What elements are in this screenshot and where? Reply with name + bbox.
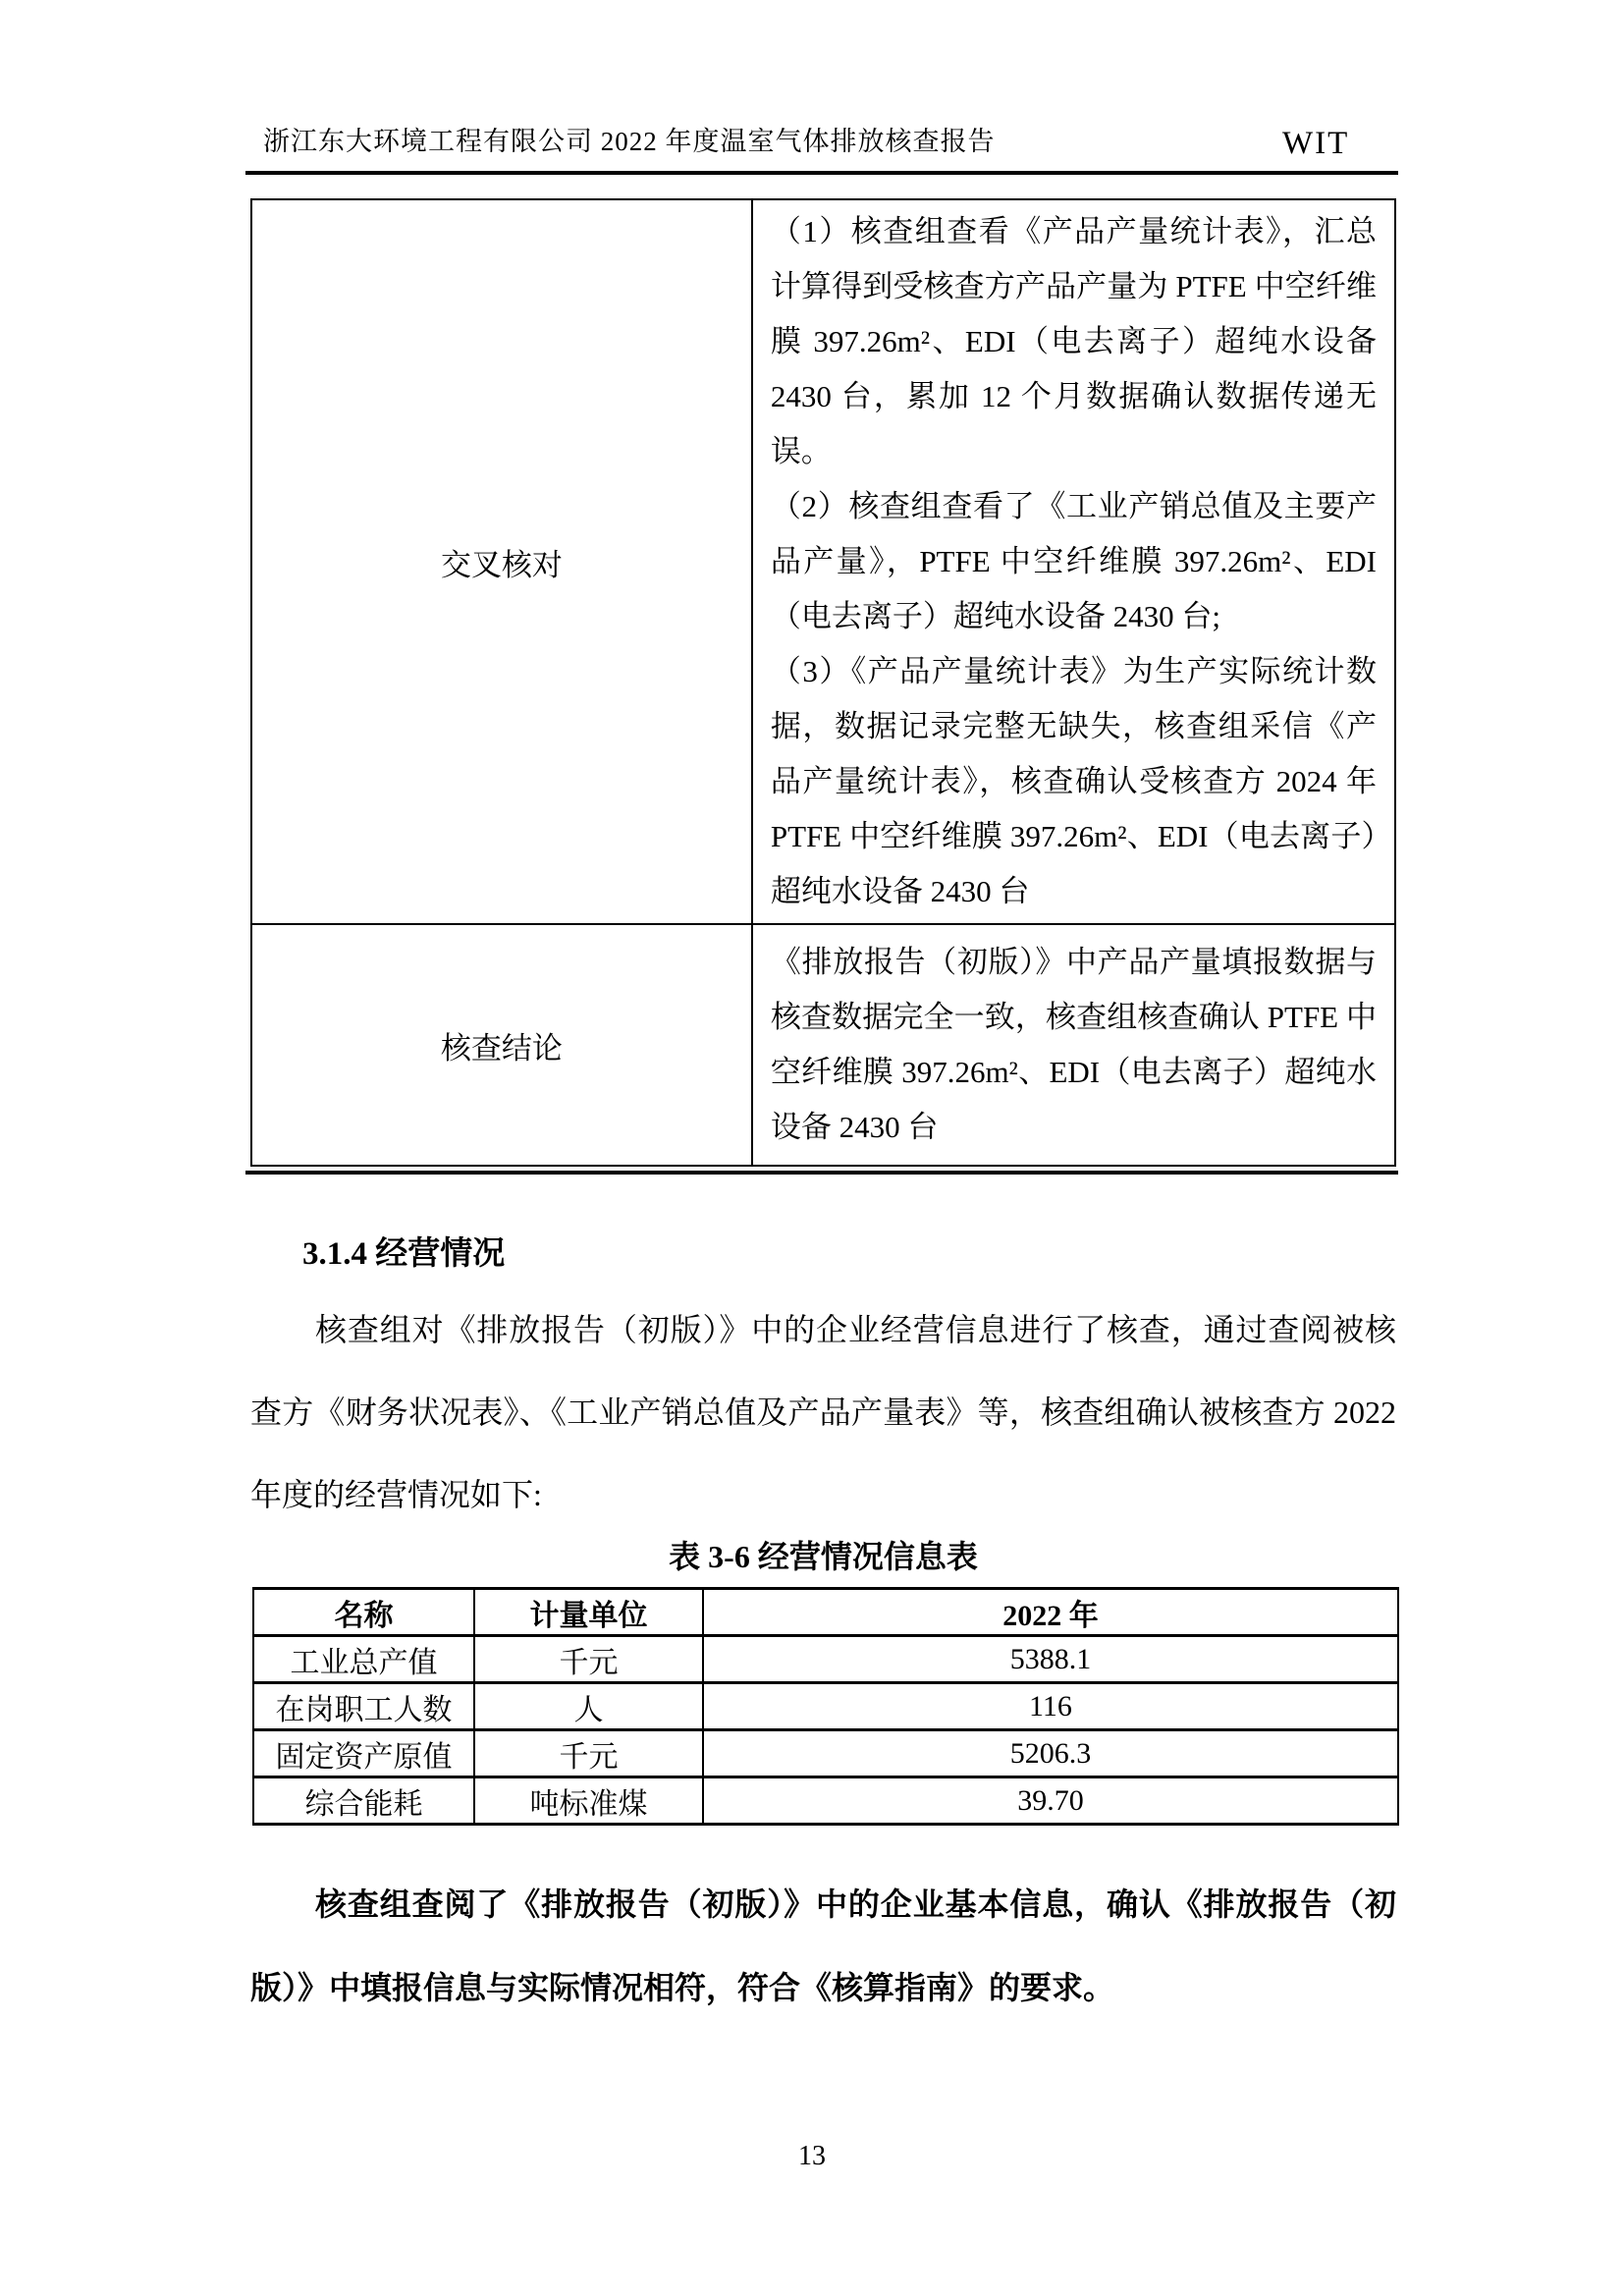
- row-name: 工业总产值: [253, 1636, 474, 1683]
- column-header-year: 2022 年: [703, 1589, 1398, 1636]
- cross-check-table: [250, 198, 1396, 1167]
- wit-logo: WIT: [1282, 126, 1350, 161]
- cross-check-label-cell: 交叉核对: [251, 199, 752, 924]
- page-number: 13: [798, 2141, 826, 2171]
- conclusion-content-cell: [752, 924, 1395, 1166]
- table-header-row: [253, 1589, 1398, 1636]
- row-unit: 千元: [474, 1730, 703, 1777]
- table-row: [251, 199, 1395, 924]
- column-header-unit: 计量单位: [474, 1589, 703, 1636]
- header-rule: [245, 171, 1398, 175]
- cross-check-item-3: （3）《产品产量统计表》为生产实际统计数据，数据记录完整无缺失，核查组采信《产品产量统计表》，核查确认受核查方 2024 年 PTFE 中空纤维膜 397.26m²、EDI（电去离子）超纯水设备 2430 台: [770, 654, 1377, 908]
- closing-paragraph: 核查组查阅了《排放报告（初版）》中的企业基本信息，确认《排放报告（初版）》中填报信息与实际情况相符，符合《核算指南》的要求。: [250, 1886, 1396, 2005]
- row-name: 在岗职工人数: [253, 1683, 474, 1730]
- cross-check-content-cell: [752, 199, 1395, 924]
- row-value: 39.70: [703, 1777, 1398, 1825]
- report-header-title: 浙江东大环境工程有限公司 2022 年度温室气体排放核查报告: [263, 127, 996, 156]
- row-unit: 吨标准煤: [474, 1777, 703, 1825]
- row-unit: 千元: [474, 1636, 703, 1683]
- conclusion-text: 《排放报告（初版）》中产品产量填报数据与核查数据完全一致，核查组核查确认 PTFE 中空纤维膜 397.26m²、EDI（电去离子）超纯水设备 2430 台: [770, 945, 1377, 1144]
- table-row: [253, 1777, 1398, 1825]
- table-row: [253, 1730, 1398, 1777]
- row-name: 固定资产原值: [253, 1730, 474, 1777]
- section-paragraph: 核查组对《排放报告（初版）》中的企业经营信息进行了核查，通过查阅被核查方《财务状况表》、《工业产销总值及产品产量表》等，核查组确认被核查方 2022 年度的经营情况如下:: [250, 1312, 1396, 1512]
- conclusion-label-cell: 核查结论: [251, 924, 752, 1166]
- table-row: [253, 1636, 1398, 1683]
- section-heading: 3.1.4 经营情况: [302, 1236, 506, 1272]
- cross-check-item-2: （2）核查组查看了《工业产销总值及主要产品产量》，PTFE 中空纤维膜 397.26m²、EDI（电去离子）超纯水设备 2430 台;: [770, 489, 1377, 633]
- table-row: [253, 1683, 1398, 1730]
- row-name: 综合能耗: [253, 1777, 474, 1825]
- business-info-table: [252, 1587, 1399, 1826]
- row-value: 5206.3: [703, 1730, 1398, 1777]
- row-value: 5388.1: [703, 1636, 1398, 1683]
- table-row: [251, 924, 1395, 1166]
- table36-caption: 表 3-6 经营情况信息表: [669, 1539, 978, 1574]
- row-value: 116: [703, 1683, 1398, 1730]
- section-divider-rule: [245, 1171, 1398, 1175]
- column-header-name: 名称: [253, 1589, 474, 1636]
- cross-check-item-1: （1）核查组查看《产品产量统计表》，汇总计算得到受核查方产品产量为 PTFE 中空纤维膜 397.26m²、EDI（电去离子）超纯水设备 2430 台，累加 12 个月数据确认数据传递无误。: [770, 214, 1377, 468]
- row-unit: 人: [474, 1683, 703, 1730]
